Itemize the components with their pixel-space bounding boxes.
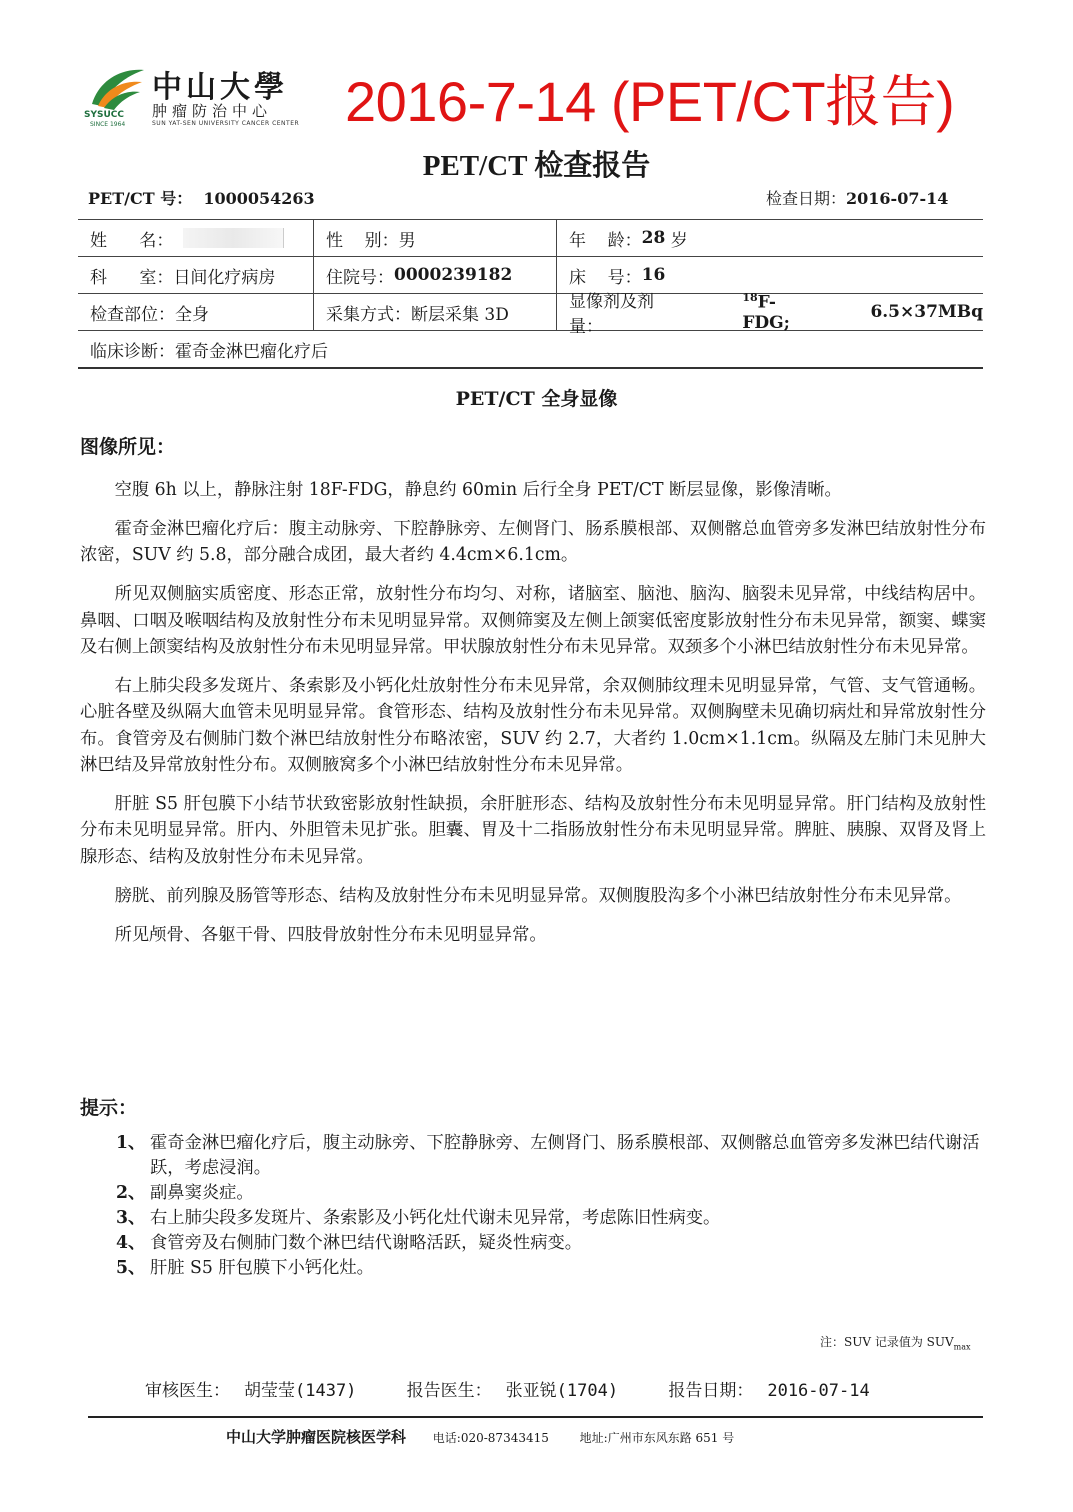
tips-list — [116, 1131, 986, 1281]
logo-cn-name: 中山大學 — [152, 70, 288, 105]
site-cell: 检查部位： 全身 — [78, 294, 314, 330]
finding-paragraph: 所见颅骨、各躯干骨、四肢骨放射性分布未见明显异常。 — [114, 924, 547, 945]
logo-en-name: SUN YAT-SEN UNIVERSITY CANCER CENTER — [152, 120, 300, 127]
finding-paragraph: 所见双侧脑实质密度、形态正常，放射性分布均匀、对称，诸脑室、脑池、脑沟、脑裂未见异常，中线结构居中。鼻咽、口咽及喉咽结构及放射性分布未见明显异常。双侧筛窦及左侧上颌窦低密度影放射性分布未见异常，额窦、蝶窦及右侧上颌窦结构及放射性分布未见明显异常。甲状腺放射性分布未见异常。双颈多个小淋巴结放射性分布未见异常。 — [80, 584, 986, 658]
section-title: PET/CT 全身显像 — [455, 388, 618, 410]
name-cell: 姓 名： — [78, 220, 314, 256]
agent-cell: 显像剂及剂量： $^{18}$F-FDG; 6.5×37MBq — [569, 291, 983, 337]
finding-paragraph: 霍奇金淋巴瘤化疗后：腹主动脉旁、下腔静脉旁、左侧肾门、肠系膜根部、双侧髂总血管旁多发淋巴结放射性分布浓密，SUV 约 5.8，部分融合成团，最大者约 4.4cm×6.1cm。 — [80, 518, 986, 566]
sex-cell: 性 别： 男 — [314, 220, 557, 256]
tips-heading: 提示： — [80, 1097, 138, 1119]
signatures: 审核医生： 胡莹莹(1437) 报告医生： 张亚锐(1704) 报告日期： 2016-07-14 — [145, 1381, 870, 1401]
diagnosis-cell: 临床诊断： 霍奇金淋巴瘤化疗后 — [90, 341, 328, 362]
page-title: PET/CT 检查报告 — [422, 150, 651, 182]
list-item: 3、 右上肺尖段多发斑片、条索影及小钙化灶代谢未见异常，考虑陈旧性病变。 — [116, 1208, 721, 1228]
finding-paragraph: 肝脏 S5 肝包膜下小结节状致密影放射性缺损，余肝脏形态、结构及放射性分布未见明显异常。肝门结构及放射性分布未见明显异常。肝内、外胆管未见扩张。胆囊、胃及十二指肠放射性分布未见明显异常。脾脏、胰腺、双肾及肾上腺形态、结构及放射性分布未见异常。 — [80, 794, 986, 867]
patient-info-table — [78, 219, 983, 369]
logo-sub-name: 肿瘤防治中心 — [152, 102, 273, 120]
finding-paragraph: 右上肺尖段多发斑片、条索影及小钙化灶放射性分布未见异常，余双侧肺纹理未见明显异常，气管、支气管通畅。心脏各壁及纵隔大血管未见明显异常。食管形态、结构及放射性分布未见异常。双侧胸壁未见确切病灶和异常放射性分布。食管旁及右侧肺门数个淋巴结放射性分布略浓密，SUV 约 2.7，大者约 1.0cm×1.1cm。纵隔及左肺门未见肿大淋巴结及异常放射性分布。双侧腋窝多个小淋巴结放射性分布未见异常。 — [80, 675, 986, 776]
table-row — [78, 256, 983, 293]
finding-paragraph: 膀胱、前列腺及肠管等形态、结构及放射性分布未见明显异常。双侧腹股沟多个小淋巴结放射性分布未见异常。 — [114, 885, 962, 906]
list-item: 1、 霍奇金淋巴瘤化疗后，腹主动脉旁、下腔静脉旁、左侧肾门、肠系膜根部、双侧髂总血管旁多发淋巴结代谢活跃，考虑浸润。 — [116, 1133, 980, 1178]
bed-cell: 床 号： 16 — [569, 265, 666, 288]
redacted-name — [183, 228, 284, 248]
date-banner: 2016-7-14 (PET/CT报告) — [345, 70, 955, 133]
petct-number: PET/CT 号： 1000054263 — [88, 189, 315, 208]
findings-heading: 图像所见： — [80, 436, 176, 458]
logo-since: SINCE 1964 — [90, 121, 126, 128]
list-item: 2、 副鼻窦炎症。 — [116, 1183, 254, 1203]
list-item: 5、 肝脏 S5 肝包膜下小钙化灶。 — [116, 1258, 374, 1278]
logo-abbr: SYSUCC — [84, 110, 124, 120]
finding-paragraph: 空腹 6h 以上，静脉注射 18F-FDG，静息约 60min 后行全身 PET/CT 断层显像，影像清晰。 — [114, 480, 842, 500]
exam-date: 检查日期：2016-07-14 — [766, 189, 949, 208]
suv-note: 注：SUV 记录值为 $SUV_{max}$ — [820, 1335, 971, 1352]
table-row — [78, 330, 983, 369]
dept-cell: 科 室： 日间化疗病房 — [78, 257, 314, 293]
inpatient-cell: 住院号： 0000239182 — [314, 257, 557, 293]
method-cell: 采集方式： 断层采集 3D — [314, 294, 557, 330]
table-row — [78, 219, 983, 256]
footer-divider — [88, 1416, 983, 1418]
age-cell: 年 龄： 28 岁 — [569, 228, 688, 251]
list-item: 4、 食管旁及右侧肺门数个淋巴结代谢略活跃，疑炎性病变。 — [116, 1233, 583, 1253]
table-row — [78, 291, 983, 337]
footer: 中山大学肿瘤医院核医学科 电话:020-87343415 地址:广州市东风东路 651 号 — [226, 1428, 735, 1446]
findings-body — [80, 477, 986, 961]
